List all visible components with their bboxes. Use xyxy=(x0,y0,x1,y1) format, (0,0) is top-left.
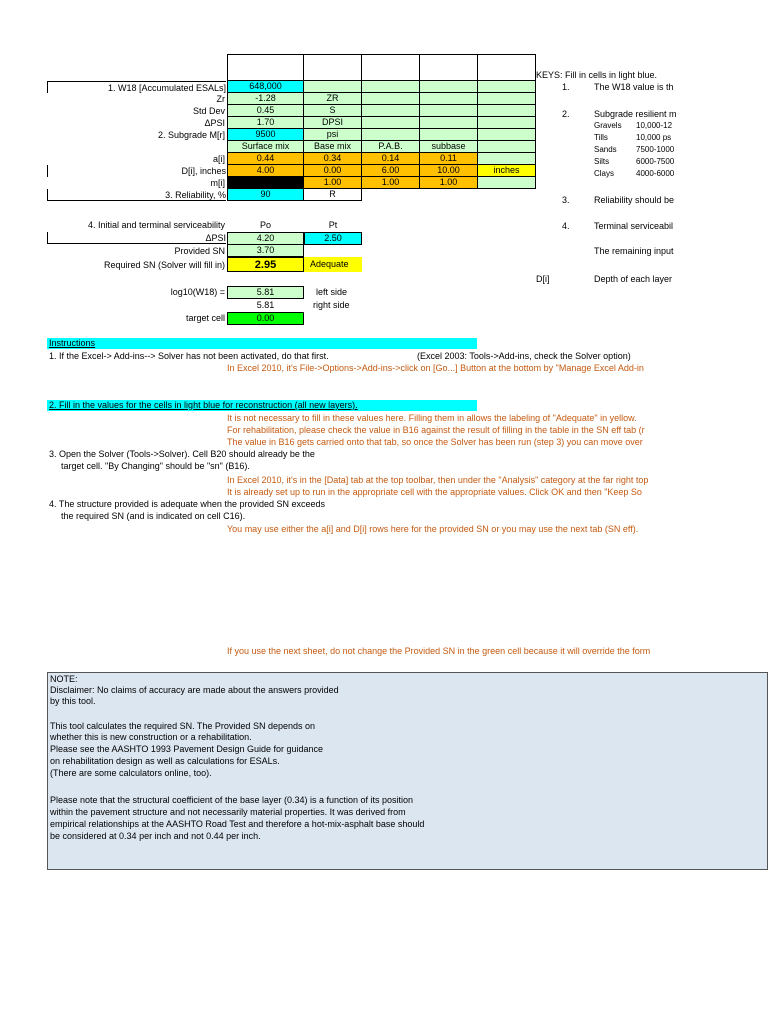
d-unit-cell[interactable]: inches xyxy=(478,165,536,177)
blank-cell[interactable] xyxy=(478,54,536,81)
dpsi-value-cell[interactable]: 1.70 xyxy=(227,117,304,129)
serv-dpsi-label: ΔPSI xyxy=(47,232,226,244)
m-surface-cell[interactable] xyxy=(227,177,304,189)
note-line: be considered at 0.34 per inch and not 0.44 per inch. xyxy=(50,831,261,841)
header-subbase[interactable]: subbase xyxy=(420,141,478,153)
soil-sands-name: Sands xyxy=(594,145,617,154)
soil-clays-name: Clays xyxy=(594,169,615,178)
std-dev-value-cell[interactable]: 0.45 xyxy=(227,105,304,117)
zr-label: Zr xyxy=(216,94,225,104)
note-line: (There are some calculators online, too). xyxy=(50,768,212,778)
log-left-cell[interactable]: 5.81 xyxy=(227,286,304,299)
key-4-text: Terminal serviceabil xyxy=(594,221,674,231)
key-3-number: 3. xyxy=(562,195,570,205)
target-cell[interactable]: 0.00 xyxy=(227,312,304,325)
blank-cell[interactable] xyxy=(478,105,536,117)
d-pab-cell[interactable]: 6.00 xyxy=(362,165,420,177)
serviceability-label: 4. Initial and terminal serviceability xyxy=(87,220,225,230)
blank-cell[interactable] xyxy=(420,117,478,129)
reliability-unit-cell[interactable]: R xyxy=(304,189,362,201)
note-line: empirical relationships at the AASHTO Road Test and therefore a hot-mix-asphalt base should xyxy=(50,819,425,829)
note-line: by this tool. xyxy=(50,696,96,706)
provided-sn-label: Provided SN xyxy=(174,246,225,256)
blank-cell[interactable] xyxy=(362,54,420,81)
blank-cell[interactable] xyxy=(362,105,420,117)
step-4-note-c: You may use either the a[i] and D[i] rows here for the provided SN or you may use the next tab (SN eff). xyxy=(227,524,639,534)
reliability-label: 3. Reliability, % xyxy=(47,189,226,201)
blank-cell[interactable] xyxy=(478,153,536,165)
left-side-label: left side xyxy=(316,287,348,297)
note-line: Please see the AASHTO 1993 Pavement Design Guide for guidance xyxy=(50,744,324,754)
step-2-note-c: The value in B16 gets carried onto that tab, so once the Solver has been run (step 3) you can move over xyxy=(227,437,643,447)
a-surface-cell[interactable]: 0.44 xyxy=(227,153,304,165)
key-4-number: 4. xyxy=(562,221,570,231)
key-4-note: The remaining input xyxy=(594,246,674,256)
zr-unit-cell[interactable]: ZR xyxy=(304,93,362,105)
pt-header: Pt xyxy=(328,220,338,230)
header-surface-mix[interactable]: Surface mix xyxy=(227,141,304,153)
po-value-cell[interactable]: 4.20 xyxy=(227,232,304,245)
w18-value-cell[interactable]: 648,000 xyxy=(227,81,304,93)
key-2-number: 2. xyxy=(562,109,570,119)
next-sheet-warning: If you use the next sheet, do not change the Provided SN in the green cell because it will override the form xyxy=(227,646,651,656)
soil-silts-name: Silts xyxy=(594,157,610,166)
required-sn-label: Required SN (Solver will fill in) xyxy=(103,260,225,270)
blank-cell[interactable] xyxy=(227,54,304,81)
header-base-mix[interactable]: Base mix xyxy=(304,141,362,153)
step-3-text-b: target cell. "By Changing" should be "sn" (B16). xyxy=(61,461,250,471)
blank-cell[interactable] xyxy=(478,141,536,153)
blank-cell[interactable] xyxy=(362,117,420,129)
d-base-cell[interactable]: 0.00 xyxy=(304,165,362,177)
key-di-text: Depth of each layer xyxy=(594,274,673,284)
blank-cell[interactable] xyxy=(420,105,478,117)
soil-gravels-range: 10,000-12 xyxy=(636,121,673,130)
blank-cell[interactable] xyxy=(420,129,478,141)
blank-cell[interactable] xyxy=(478,81,536,93)
adequacy-status-cell[interactable]: Adequate xyxy=(304,257,362,272)
step-2-note-a: It is not necessary to fill in these values here. Filling them in allows the labeling of "Adequate" in yellow. xyxy=(227,413,637,423)
step-3-note-d: It is already set up to run in the appropriate cell with the appropriate values. Click OK and then "Keep So xyxy=(227,487,642,497)
required-sn-cell[interactable]: 2.95 xyxy=(227,257,304,272)
provided-sn-cell[interactable]: 3.70 xyxy=(227,245,304,257)
pt-value-cell[interactable]: 2.50 xyxy=(304,232,362,245)
blank-cell[interactable] xyxy=(478,129,536,141)
step-1-text: 1. If the Excel-> Add-ins--> Solver has not been activated, do that first. xyxy=(49,351,329,361)
blank-cell[interactable] xyxy=(304,54,362,81)
m-pab-cell[interactable]: 1.00 xyxy=(362,177,420,189)
step-4-text: 4. The structure provided is adequate when the provided SN exceeds xyxy=(49,499,326,509)
step-2-text: 2. Fill in the values for the cells in light blue for reconstruction (all new layers). xyxy=(49,400,358,410)
zr-value-cell[interactable]: -1.28 xyxy=(227,93,304,105)
key-2-text: Subgrade resilient m xyxy=(594,109,677,119)
step-1-excel2003: (Excel 2003: Tools->Add-ins, check the Solver option) xyxy=(417,351,631,361)
std-dev-label: Std Dev xyxy=(192,106,225,116)
soil-tills-range: 10,000 ps xyxy=(636,133,672,142)
d-label: D[i], inches xyxy=(47,165,226,177)
blank-cell[interactable] xyxy=(420,54,478,81)
step-3-text: 3. Open the Solver (Tools->Solver). Cell B20 should already be the xyxy=(49,449,315,459)
note-line: Please note that the structural coefficient of the base layer (0.34) is a function of its position xyxy=(50,795,414,805)
a-subbase-cell[interactable]: 0.11 xyxy=(420,153,478,165)
reliability-value-cell[interactable]: 90 xyxy=(227,189,304,201)
right-side-label: right side xyxy=(313,300,350,310)
blank-cell[interactable] xyxy=(362,129,420,141)
m-subbase-cell[interactable]: 1.00 xyxy=(420,177,478,189)
note-line: Disclaimer: No claims of accuracy are made about the answers provided xyxy=(50,685,339,695)
note-line: NOTE: xyxy=(50,674,78,684)
blank-cell[interactable] xyxy=(478,177,536,189)
blank-cell[interactable] xyxy=(478,93,536,105)
blank-cell[interactable] xyxy=(420,93,478,105)
key-1-text: The W18 value is th xyxy=(594,82,674,92)
blank-cell[interactable] xyxy=(362,81,420,93)
soil-sands-range: 7500-1000 xyxy=(636,145,675,154)
note-line: within the pavement structure and not necessarily material properties. It was derived from xyxy=(50,807,406,817)
target-cell-label: target cell xyxy=(185,313,225,323)
blank-cell[interactable] xyxy=(362,93,420,105)
std-dev-unit-cell[interactable]: S xyxy=(304,105,362,117)
step-3-note-c: In Excel 2010, it's in the [Data] tab at the top toolbar, then under the "Analysis" category at the far right top xyxy=(227,475,649,485)
step-2-note-b: For rehabilitation, please check the value in B16 against the result of filling in the table in the SN eff tab (r xyxy=(227,425,645,435)
keys-title: KEYS: Fill in cells in light blue. xyxy=(536,70,658,80)
log-right-value: 5.81 xyxy=(256,300,275,310)
note-line: on rehabilitation design as well as calculations for ESALs. xyxy=(50,756,280,766)
a-base-cell[interactable]: 0.34 xyxy=(304,153,362,165)
instructions-bar xyxy=(47,338,477,349)
a-pab-cell[interactable]: 0.14 xyxy=(362,153,420,165)
key-1-number: 1. xyxy=(562,82,570,92)
key-di-label: D[i] xyxy=(536,274,550,284)
blank-cell[interactable] xyxy=(304,81,362,93)
a-label: a[i] xyxy=(212,154,225,164)
subgrade-mr-unit-cell[interactable]: psi xyxy=(304,129,362,141)
note-box xyxy=(47,672,768,870)
step-4-text-b: the required SN (and is indicated on cell C16). xyxy=(61,511,246,521)
dpsi-unit-cell[interactable]: DPSI xyxy=(304,117,362,129)
soil-clays-range: 4000-6000 xyxy=(636,169,675,178)
dpsi-label: ΔPSI xyxy=(204,118,225,128)
blank-cell[interactable] xyxy=(478,117,536,129)
note-line: whether this is new construction or a rehabilitation. xyxy=(50,732,252,742)
header-pab[interactable]: P.A.B. xyxy=(362,141,420,153)
instructions-title: Instructions xyxy=(49,338,96,348)
d-surface-cell[interactable]: 4.00 xyxy=(227,165,304,177)
subgrade-mr-label: 2. Subgrade M[r] xyxy=(157,130,225,140)
soil-gravels-name: Gravels xyxy=(594,121,622,130)
soil-silts-range: 6000-7500 xyxy=(636,157,675,166)
subgrade-mr-value-cell[interactable]: 9500 xyxy=(227,129,304,141)
m-base-cell[interactable]: 1.00 xyxy=(304,177,362,189)
m-label: m[i] xyxy=(210,178,225,188)
log-w18-label: log10(W18) = xyxy=(170,287,225,297)
step-1-excel2010: In Excel 2010, it's File->Options->Add-ins->click on [Go...] Button at the bottom by "Manage Excel Add-in xyxy=(227,363,644,373)
d-subbase-cell[interactable]: 10.00 xyxy=(420,165,478,177)
blank-cell[interactable] xyxy=(420,81,478,93)
note-line: This tool calculates the required SN. The Provided SN depends on xyxy=(50,721,315,731)
po-header: Po xyxy=(259,220,271,230)
key-3-text: Reliability should be xyxy=(594,195,675,205)
w18-label: 1. W18 [Accumulated ESALs] xyxy=(47,81,226,93)
soil-tills-name: Tills xyxy=(594,133,608,142)
